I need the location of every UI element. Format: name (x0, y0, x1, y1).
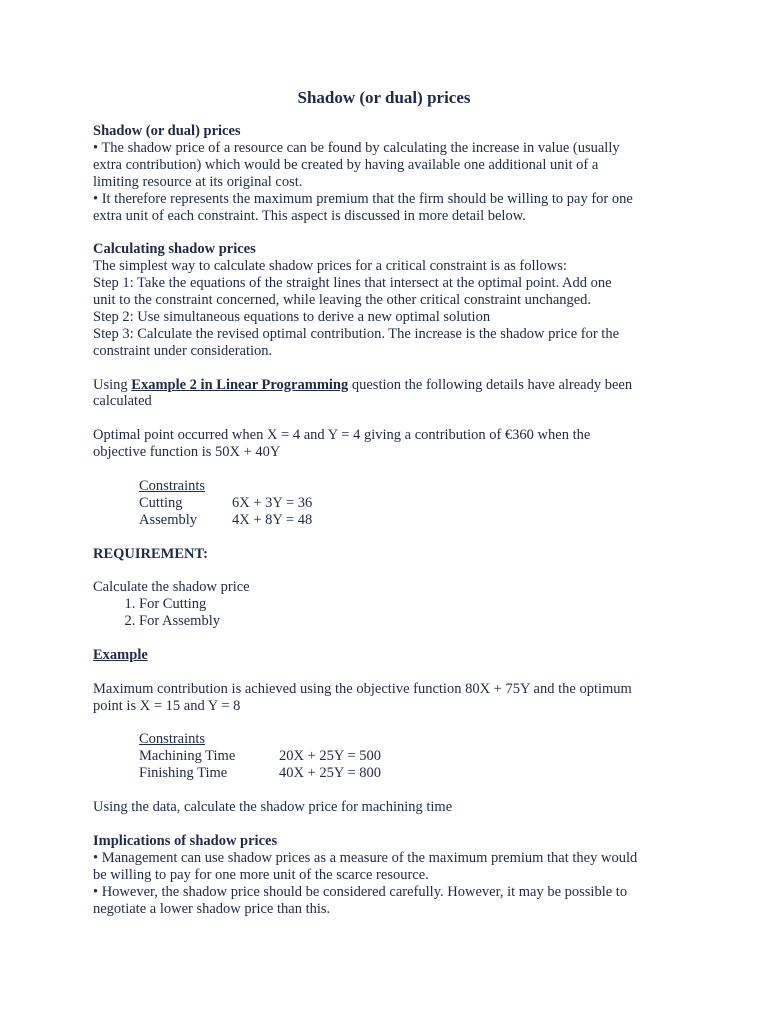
paragraph-line: extra unit of each constraint. This aspect is discussed in more detail below. (93, 207, 526, 224)
paragraph-line: • It therefore represents the maximum premium that the firm should be willing to pay for one (93, 190, 633, 207)
list-item: 1. For Cutting (139, 596, 683, 613)
example-heading: Example (93, 646, 148, 663)
paragraph-line: negotiate a lower shadow price than this. (93, 900, 331, 917)
paragraph-line: be willing to pay for one more unit of the scarce resource. (93, 866, 429, 883)
paragraph-line: Optimal point occurred when X = 4 and Y = 4 giving a contribution of €360 when the (93, 427, 591, 444)
requirement-list (93, 596, 683, 630)
constraint-row (139, 512, 683, 529)
constraint-equation: 20X + 25Y = 500 (279, 748, 382, 765)
constraint-label: Finishing Time (139, 765, 228, 782)
paragraph-line: calculated (93, 393, 152, 410)
paragraph-line: The simplest way to calculate shadow prices for a critical constraint is as follows: (93, 258, 567, 275)
paragraph-line: constraint under consideration. (93, 342, 273, 359)
using-example-line (93, 377, 683, 394)
constraint-label: Machining Time (139, 748, 236, 765)
constraint-row (139, 495, 683, 512)
example-2-link[interactable]: Example 2 in Linear Programming (131, 376, 349, 393)
constraint-label: Assembly (139, 511, 197, 528)
constraints-table-1 (139, 478, 683, 529)
constraint-row (139, 748, 683, 765)
paragraph-line: unit to the constraint concerned, while leaving the other critical constraint unchanged. (93, 292, 592, 309)
constraints-heading: Constraints (139, 477, 206, 494)
constraint-equation: 6X + 3Y = 36 (232, 494, 313, 511)
paragraph-line: limiting resource at its original cost. (93, 173, 303, 190)
paragraph-line: • Management can use shadow prices as a measure of the maximum premium that they would (93, 849, 638, 866)
paragraph-line: point is X = 15 and Y = 8 (93, 697, 241, 714)
requirement-heading: REQUIREMENT: (93, 545, 208, 562)
constraint-row (139, 765, 683, 782)
list-item: 2. For Assembly (139, 613, 683, 630)
paragraph-line: Step 1: Take the equations of the straight lines that intersect at the optimal point. Add one (93, 275, 612, 292)
paragraph-line: extra contribution) which would be created by having available one additional unit of a (93, 156, 599, 173)
constraint-label: Cutting (139, 494, 183, 511)
paragraph-line: • The shadow price of a resource can be found by calculating the increase in value (usually (93, 139, 620, 156)
paragraph-line: Step 3: Calculate the revised optimal contribution. The increase is the shadow price for the (93, 325, 620, 342)
paragraph-line: Step 2: Use simultaneous equations to derive a new optimal solution (93, 308, 491, 325)
paragraph-line: Maximum contribution is achieved using the objective function 80X + 75Y and the optimum (93, 680, 632, 697)
constraint-equation: 4X + 8Y = 48 (232, 511, 313, 528)
paragraph-line: Using the data, calculate the shadow price for machining time (93, 799, 453, 816)
using-prefix: Using (93, 376, 132, 393)
page-title: Shadow (or dual) prices (297, 88, 471, 107)
using-suffix: question the following details have already been (348, 376, 633, 393)
document-body (93, 123, 683, 917)
requirement-intro: Calculate the shadow price (93, 579, 250, 596)
section-heading-shadow-prices: Shadow (or dual) prices (93, 123, 241, 139)
constraint-equation: 40X + 25Y = 800 (279, 765, 382, 782)
paragraph-line: • However, the shadow price should be considered carefully. However, it may be possible to (93, 883, 628, 900)
section-heading-calculating: Calculating shadow prices (93, 241, 256, 258)
section-heading-implications: Implications of shadow prices (93, 832, 278, 849)
paragraph-line: objective function is 50X + 40Y (93, 444, 281, 461)
constraints-table-2 (139, 731, 683, 782)
constraints-heading: Constraints (139, 731, 206, 748)
